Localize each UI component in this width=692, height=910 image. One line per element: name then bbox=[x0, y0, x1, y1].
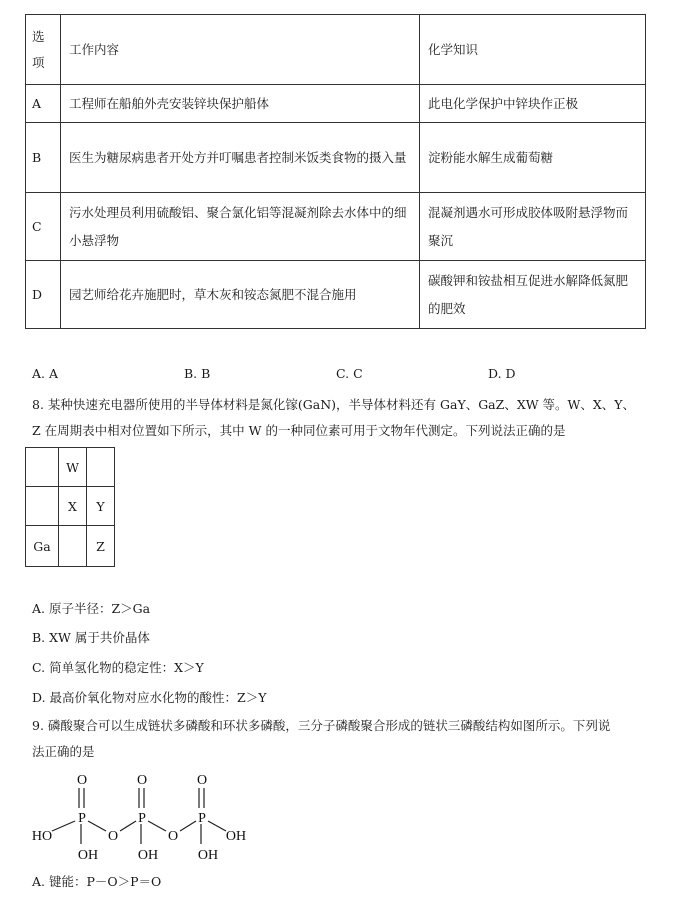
grid-cell: Ga bbox=[26, 526, 59, 567]
grid-cell: X bbox=[59, 487, 87, 526]
grid-cell: Y bbox=[87, 487, 115, 526]
row-work: 园艺师给花卉施肥时，草木灰和铵态氮肥不混合施用 bbox=[61, 261, 420, 329]
q9-stem-line2: 法正确的是 bbox=[32, 744, 95, 759]
header-knowledge: 化学知识 bbox=[420, 15, 646, 85]
grid-cell bbox=[26, 487, 59, 526]
hydroxyl-label: OH bbox=[137, 848, 159, 863]
bridge-oxygen-label: O bbox=[167, 829, 179, 844]
grid-cell: Z bbox=[87, 526, 115, 567]
phosphorus-label: P bbox=[198, 811, 206, 826]
q8-option-d: D. 最高价氧化物对应水化物的酸性：Z＞Y bbox=[32, 690, 267, 705]
triphosphate-structure bbox=[28, 768, 268, 868]
table-row bbox=[26, 193, 646, 261]
header-option: 选 项 bbox=[26, 15, 61, 85]
phosphorus-label: P bbox=[78, 811, 86, 826]
q7-option-c: C. C bbox=[336, 366, 363, 381]
hydroxyl-label: HO bbox=[31, 829, 53, 844]
grid-cell bbox=[87, 448, 115, 487]
q8-option-a: A. 原子半径：Z＞Ga bbox=[32, 601, 151, 616]
row-work: 工程师在船舶外壳安装锌块保护船体 bbox=[61, 85, 420, 123]
phosphorus-label: P bbox=[138, 811, 146, 826]
grid-cell bbox=[59, 526, 87, 567]
q7-option-a: A. A bbox=[32, 366, 59, 381]
row-option: D bbox=[26, 261, 61, 329]
q8-stem-line1: 8. 某种快速充电器所使用的半导体材料是氮化镓(GaN)，半导体材料还有 GaY、GaZ、XW 等。W、X、Y、 bbox=[32, 397, 636, 412]
q7-option-b: B. B bbox=[184, 366, 211, 381]
oxygen-label: O bbox=[136, 773, 148, 788]
q8-option-b: B. XW 属于共价晶体 bbox=[32, 630, 150, 645]
q9-option-a: A. 键能：P－O＞P＝O bbox=[32, 874, 162, 889]
bridge-oxygen-label: O bbox=[107, 829, 119, 844]
row-work: 污水处理员利用硫酸铝、聚合氯化铝等混凝剂除去水体中的细小悬浮物 bbox=[61, 193, 420, 261]
row-option: B bbox=[26, 123, 61, 193]
oxygen-label: O bbox=[76, 773, 88, 788]
row-option: A bbox=[26, 85, 61, 123]
table-row bbox=[26, 261, 646, 329]
hydroxyl-label: OH bbox=[77, 848, 99, 863]
row-knowledge: 此电化学保护中锌块作正极 bbox=[420, 85, 646, 123]
q7-option-d: D. D bbox=[488, 366, 516, 381]
row-knowledge: 碳酸钾和铵盐相互促进水解降低氮肥的肥效 bbox=[420, 261, 646, 329]
table-row bbox=[26, 123, 646, 193]
hydroxyl-label: OH bbox=[225, 829, 247, 844]
row-knowledge: 混凝剂遇水可形成胶体吸附悬浮物而聚沉 bbox=[420, 193, 646, 261]
header-work: 工作内容 bbox=[61, 15, 420, 85]
row-work: 医生为糖尿病患者开处方并叮嘱患者控制米饭类食物的摄入量 bbox=[61, 123, 420, 193]
periodic-grid bbox=[25, 447, 115, 567]
grid-cell bbox=[26, 448, 59, 487]
q8-stem-line2: Z 在周期表中相对位置如下所示，其中 W 的一种同位素可用于文物年代测定。下列说法正确的是 bbox=[32, 423, 566, 438]
row-knowledge: 淀粉能水解生成葡萄糖 bbox=[420, 123, 646, 193]
q7-table bbox=[25, 14, 646, 329]
grid-cell: W bbox=[59, 448, 87, 487]
row-option: C bbox=[26, 193, 61, 261]
oxygen-label: O bbox=[196, 773, 208, 788]
q8-option-c: C. 简单氢化物的稳定性：X＞Y bbox=[32, 660, 204, 675]
q9-stem-line1: 9. 磷酸聚合可以生成链状多磷酸和环状多磷酸，三分子磷酸聚合形成的链状三磷酸结构如图所示。下列说 bbox=[32, 718, 611, 733]
table-row bbox=[26, 85, 646, 123]
table-header-row bbox=[26, 15, 646, 85]
hydroxyl-label: OH bbox=[197, 848, 219, 863]
